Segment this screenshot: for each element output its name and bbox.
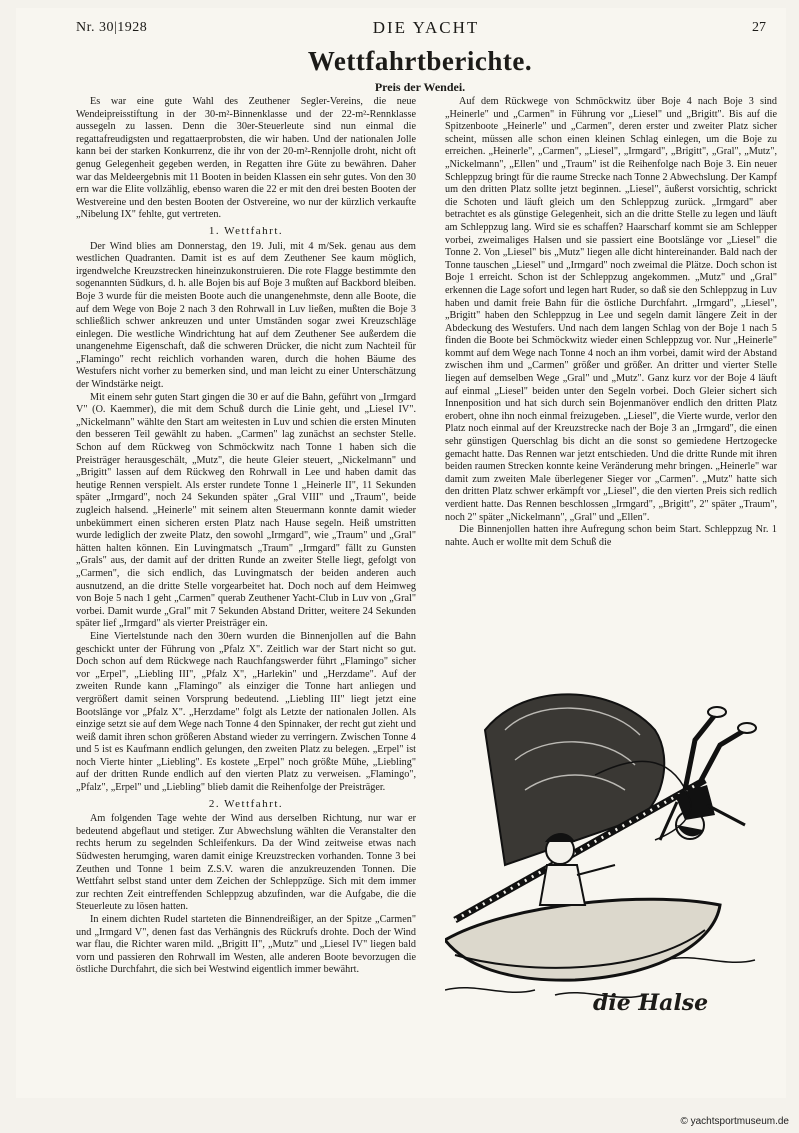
sail-shape (485, 694, 664, 865)
cartoon-illustration (445, 690, 777, 1035)
article-title: Wettfahrtberichte. (307, 46, 533, 76)
section-heading-1: 1. Wettfahrt. (208, 224, 284, 237)
paragraph: Auf dem Rückwege von Schmöckwitz über Boje 4 nach Boje 3 sind „Heinerle" und „Carmen" in Führung vor „Liesel" und „Brigitt". Bis auf die Spitzenboote „Heinerle" und „Carmen", deren erster und zweiter Platz sicher scheint, müssen alle schon einen kleinen Schlag einlegen, um die Boje zu erreichen. „Heinerle", „Carmen", „Liesel", „Irmgard", „Brigitt", „Gral", „Mutz", „Nickelmann", „Ellen" und „Traum" ist die Reihenfolge nach Boje 3. Ein neuer Schleppzug bringt für die raume Strecke nach Tonne 2 Abwechslung. Der Kampf um den dritten Platz sollte jetzt beginnen. „Liesel", äußerst vorsichtig, schrickt die Schoten und läuft gleich um den Schleppzug zurück. „Irmgard" aber betrachtet es als günstige Gelegenheit, sich an die dritte Stelle zu legen und läuft am Schleppzug lang. Wird sie es schaffen? Haarscharf kommt sie am Schlepper vorbei, zweimaliges Halsen und sie passiert eine Bootslänge vor „Liesel" die Tonne 2. Von „Liesel" bis „Mutz" liegen alle dicht hintereinander. Bald nach der Tonne tauschen „Liesel" und „Irmgard" noch zweimal die Plätze. Doch schon ist Boje 1 erreicht. Schon ist der Schleppzug angekommen. „Mutz" und „Gral" erkennen die Lage sofort und legen hart Ruder, so daß sie den Schleppzug in Luv haben und damit freie Bahn für die östliche Durchfahrt. „Irmgard", „Liesel", „Brigitt" haben den Schleppzug in Lee und segeln damit längere Zeit in der Abdeckung des Westufers. Und nach dem langen Schlag von der Boje 1 nach 5 finden die Boote bei Schmöckwitz wieder einen Schleppzug vor. Nur „Heinerle" kommt auf dem Wege nach Tonne 4 noch an ihm vorbei, damit wird der Abstand zwischen ihm und „Carmen" größer und größer. An dritter und vierter Stelle liegen auf demselben Wege „Gral" und „Mutz". Ganz kurz vor der Boje 4 läuft auf einmal „Liesel" beiden unter den Segeln vorbei. Doch Gleier sichert sich Innenposition und hat sich durch sein Bojenmanöver endlich den dritten Platz erobert, ohne ihn noch einmal freizugeben. „Liesel", die Vierte wurde, verlor den Platz noch einmal auf der Kreuzstrecke nach der Boje 3 an „Irmgard", die einen sehr günstigen Querschlag bis dicht an die sonst so gemiedene Hertzogecke gemacht hatte. Das Rennen war jetzt entschieden. Und die dritte Runde mit ihren beiden raumen Strecken konnte keine Veränderung mehr bringen. „Heinerle" war damit zum zweiten Male überlegener Sieger vor „Carmen". „Mutz" hatte sich den dritten Platz schwer erkämpft vor „Liesel", die den vierten Preis sich redlich verdient hatte. Das Rennen beschlossen „Irmgard", „Brigitt", 2" später „Traum", noch 2" später „Nickelmann", „Gral" und „Ellen". (445, 96, 777, 523)
magazine-title: DIE YACHT (372, 18, 480, 37)
paragraph: Der Wind blies am Donnerstag, den 19. Juli, mit 4 m/Sek. genau aus dem westlichen Quadranten. Damit ist es auf dem Zeuthener See kaum möglich, irgendwelche Kreuzstrecken hineinzukonstruieren. Die rote Flagge bestimmte den sogenannten Südkurs, d. h. alle Bojen bis auf Boje 3 mußten auf Backbord bleiben. Boje 3 wurde für die meisten Boote auch die unangenehmste, denn alle Boote, die auf dem Wege von Boje 2 nach 3 den Rohrwall in Luv ließen, mußten die Boje 3 schließlich schwer ankreuzen und unter Umständen sogar zwei Kreuzschläge einlegen. Die westliche Windrichtung hat auf dem Zeuthener See außerdem die unangenehme Eigenschaft, daß die schweren Drücker, die nicht zum Nachteil für „Flamingo" recht reichlich vorhanden waren, durch die hohen Bäume des Westufers nicht vorher zu bemerken sind, und man leicht zu einer Unterschätzung der Windstärke neigt. (76, 240, 416, 391)
page-header (76, 16, 776, 38)
paragraph: Eine Viertelstunde nach den 30ern wurden die Binnenjollen auf die Bahn geschickt unter der Führung von „Pfalz X". Zeitlich war der Start nicht so gut. Doch schon auf dem Rückwege nach Rauchfangswerder führt „Flamingo" sicher vor „Erpel", „Liebling III", „Pfalz X", „Harlekin" und „Herzdame". Auf der zweiten Runde kann „Flamingo" als einziger die Tonne hart anliegen und vergrößert damit seinen Vorsprung bedeutend. „Liebling III" liegt jetzt eine Bootslänge vor „Pfalz X". „Herzdame" folgt als Letzte der nationalen Jollen. Als einzige setzt sie auf dem Wege nach Tonne 4 den Spinnaker, der recht gut zieht und weiß damit ihren schon größeren Abstand wieder zu verringern. Zwischen Tonne 4 und 5 ist es Kaufmann endlich gelungen, den zweiten Platz zu belegen. „Erpel" ist noch Vierte hinter „Liebling". Es kostete „Erpel" noch größte Mühe, „Liebling" auf der dritten Runde endlich auf den vierten Platz zu verweisen. „Flamingo", „Pfalz", „Erpel" und „Liebling" blieb damit die Reihenfolge der Preisträger. (76, 630, 416, 794)
issue-number: Nr. 30|1928 (76, 20, 148, 35)
paragraph-intro: Es war eine gute Wahl des Zeuthener Segler-Vereins, die neue Wendeipreisstiftung in der 30-m²-Binnenklasse und der 22-m²-Rennklasse aussegeln zu lassen. Denn die 30er-Steuerleute sind nun einmal die regattafreudigsten und regattaerprobsten, die wir haben. Und der nationalen Jolle kann bei der starken Konkurrenz, die ihr von der 20-m²-Rennjolle droht, nicht oft genug Gelegenheit gegeben werden, in Regatten ihre Güte zu bewähren. Daher war das Meldeergebnis mit 11 Booten in beiden Klassen ein sehr gutes. Von den 30 ern war die Elite vollzählig, ebenso waren die 22 er mit den drei besten Booten der Westvereine und den besten Booten der Ostvereine, wo nur der kürzlich verkaufte „Nibelung IX" fehlte, gut vertreten. (76, 96, 416, 221)
paragraph: Mit einem sehr guten Start gingen die 30 er auf die Bahn, geführt von „Irmgard V" (O. Kaemmer), die mit dem Schuß durch die Linie geht, und „Liesel IV". „Nickelmann" wählte den Start am weitesten in Luv und schien die ersten Minuten den besseren Teil gewählt zu haben. „Carmen" lag zunächst an sechster Stelle. Schon auf dem Rückweg von Schmöckwitz nach Tonne 1 haben sich die Preisträger herausgeschält, „Mutz", die heute Gleier steuert, „Nickelmann" und „Brigitt" lassen auf dem Rückweg den Rohrwall in Lee und haben damit das heutige Rennen verspielt. Als erster rundete Tonne 1 „Heinerle II", 11 Sekunden später „Irmgard", noch 24 Sekunden später „Gral VIII" und „Traum", beide zugleich halsend. „Heinerle" mit seinem alten Steuermann konnte damit wieder unbekümmert einen sicheren ersten Platz nach Hause segeln. Heiß umstritten wurde lediglich der zweite Platz, den sowohl „Irmgard", wie „Traum" und „Gral" hätten halten können. Ein Luvingmatsch „Traum" „Irmgard" fällt zu Gunsten „Grals" aus, der damit auf der dritten Runde an zweiter Stelle liegt, gefolgt von „Carmen", die sich endlich, das Luvingmatsch der beiden anderen auch ausnutzend, an die dritte Stelle vorgearbeitet hat. Doch noch auf dem Heimweg von Boje 5 nach 1 geht „Carmen" querab Zeuthener Yacht-Club in Luv von „Gral" vorbei. Damit wurde „Gral" mit 7 Sekunden Abstand Dritter, weitere 24 Sekunden später lief „Irmgard" als vierter Preisträger ein. (76, 391, 416, 630)
article-subtitle: Preis der Wendei. (374, 80, 466, 94)
paragraph: In einem dichten Rudel starteten die Binnendreißiger, an der Spitze „Carmen" und „Irmgard V", denen fast das Verhängnis des Rückrufs drohte. Doch der Wind war flau, die Richter waren mild. „Brigitt II", „Mutz" und „Liesel IV" liegen bald vorn und passieren den Rohrwall im Westen, alle anderen Boote bevorzugen die östliche Durchfahrt, die sich bei Westwind eigentlich immer bewährt. (76, 914, 416, 976)
boat-hull (445, 899, 720, 980)
paragraph: Die Binnenjollen hatten ihre Aufregung schon beim Start. Schleppzug Nr. 1 nahte. Auch er wollte mit dem Schuß die (445, 524, 777, 548)
section-heading-2: 2. Wettfahrt. (208, 797, 284, 810)
column-left (76, 96, 416, 1031)
cartoon-caption: die Halse (593, 990, 709, 1016)
paragraph: Am folgenden Tage wehte der Wind aus derselben Richtung, nur war er bedeutend abgeflaut und stetiger. Zur Abwechslung wählten die Veranstalter den rechts herum zu segelnden Schleifenkurs. Da der Wind zeitweise etwas nach Südwesten herumging, waren damit einige Kreuzstrecken vorhanden. Tonne 3 bei Zeuthen und Tonne 1 beim Z.S.V. waren die anzukreuzenden Tonnen. Die Wettfahrt selbst stand unter dem Zeichen der Schleppzüge. Sich mit dem immer zur rechten Zeit eintreffenden Schleppzug abzufinden, war die Aufgabe, die die Steuerleute zu lösen hatten. (76, 813, 416, 913)
page-number: 27 (752, 20, 766, 35)
copyright-notice: © yachtsportmuseum.de (680, 1116, 789, 1127)
column-right (445, 96, 777, 686)
sailor-in-boat (540, 833, 615, 905)
